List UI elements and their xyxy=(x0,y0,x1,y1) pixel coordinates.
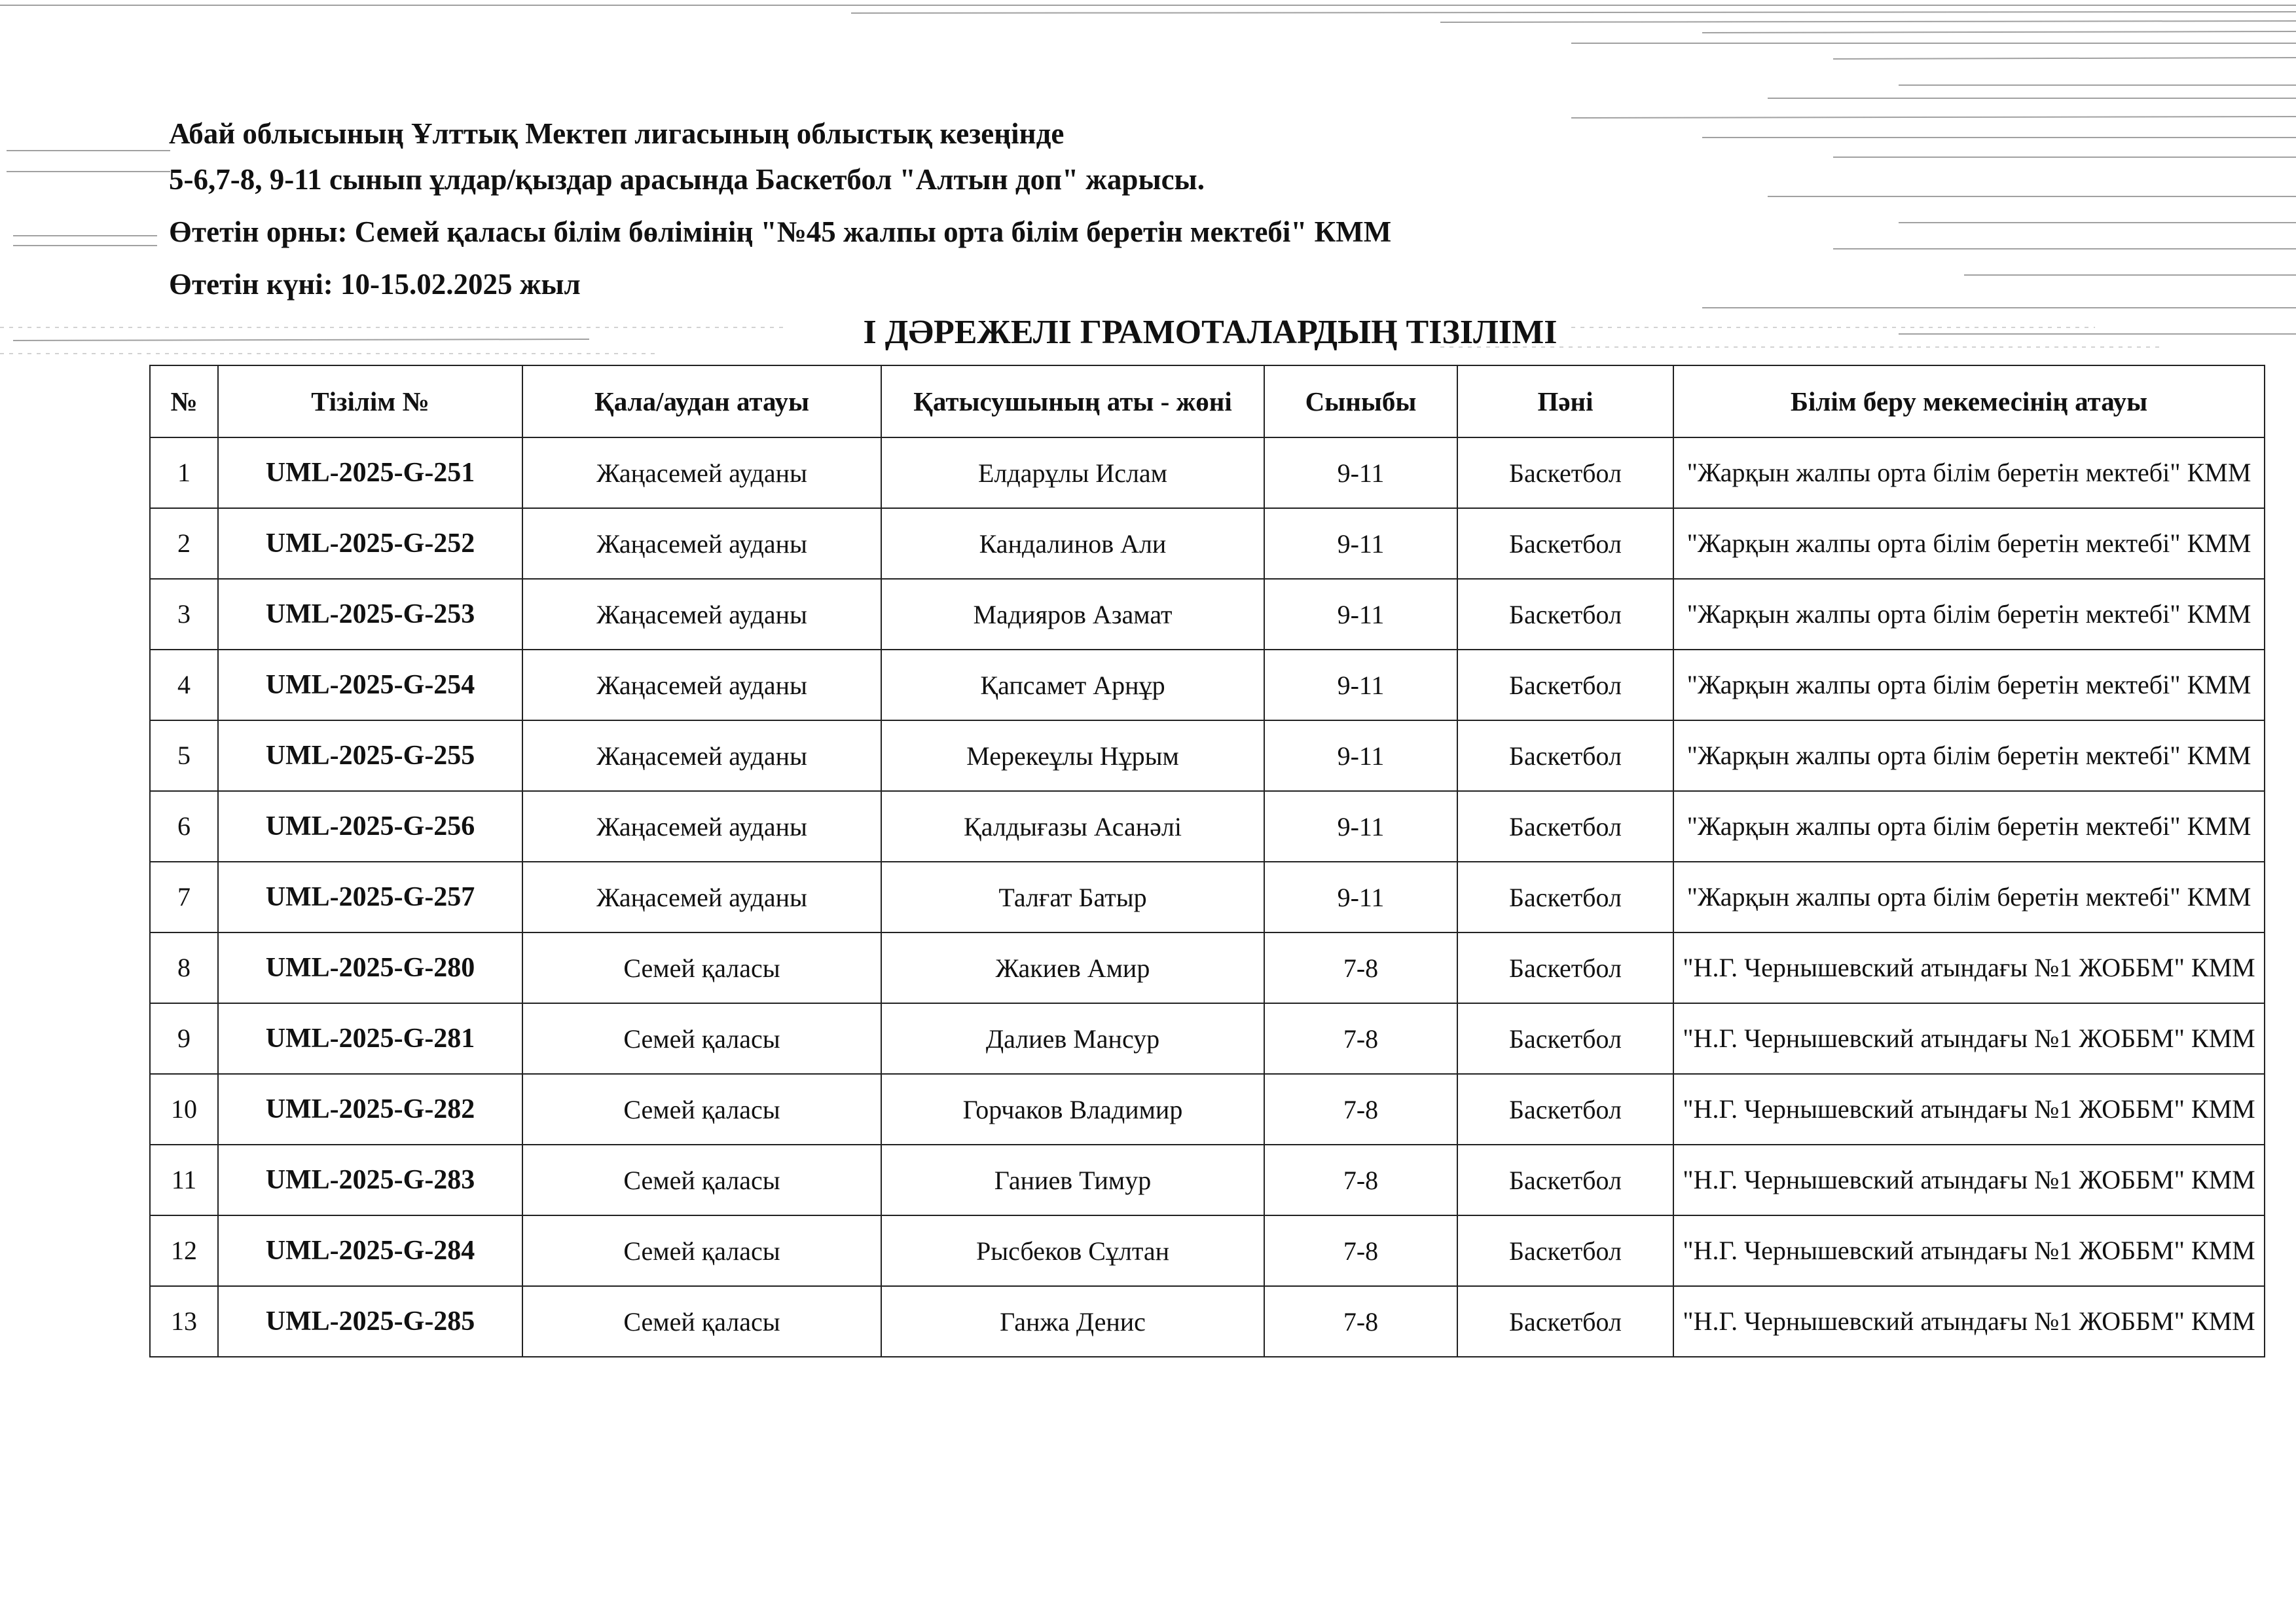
cell-number: 6 xyxy=(150,791,218,862)
cell-participant: Елдарұлы Ислам xyxy=(881,437,1264,508)
column-header-district: Қала/аудан атауы xyxy=(522,365,881,437)
header-venue: Өтетін орны: Семей қаласы білім бөлімінің "№45 жалпы орта білім беретін мектебі" КММ xyxy=(169,215,1392,248)
table-row xyxy=(150,437,2265,508)
cell-number: 3 xyxy=(150,579,218,650)
cell-registry: UML-2025-G-254 xyxy=(218,650,522,720)
table-row xyxy=(150,1215,2265,1286)
cell-grade: 9-11 xyxy=(1264,720,1457,791)
table-row xyxy=(150,1074,2265,1145)
cell-grade: 9-11 xyxy=(1264,508,1457,579)
cell-registry: UML-2025-G-283 xyxy=(218,1145,522,1215)
cell-registry: UML-2025-G-253 xyxy=(218,579,522,650)
column-header-number: № xyxy=(150,365,218,437)
cell-grade: 7-8 xyxy=(1264,1286,1457,1357)
cell-participant: Мерекеұлы Нұрым xyxy=(881,720,1264,791)
cell-subject: Баскетбол xyxy=(1457,720,1673,791)
cell-district: Жаңасемей ауданы xyxy=(522,508,881,579)
header-line-2: 5-6,7-8, 9-11 сынып ұлдар/қыздар арасында Баскетбол "Алтын доп" жарысы. xyxy=(169,163,1205,196)
header-date: Өтетін күні: 10-15.02.2025 жыл xyxy=(169,268,581,301)
cell-subject: Баскетбол xyxy=(1457,1215,1673,1286)
cell-grade: 9-11 xyxy=(1264,437,1457,508)
column-header-registry: Тізілім № xyxy=(218,365,522,437)
cell-number: 4 xyxy=(150,650,218,720)
cell-number: 1 xyxy=(150,437,218,508)
cell-number: 9 xyxy=(150,1003,218,1074)
cell-grade: 9-11 xyxy=(1264,579,1457,650)
cell-registry: UML-2025-G-280 xyxy=(218,932,522,1003)
cell-district: Семей қаласы xyxy=(522,932,881,1003)
cell-registry: UML-2025-G-281 xyxy=(218,1003,522,1074)
cell-participant: Талғат Батыр xyxy=(881,862,1264,932)
cell-registry: UML-2025-G-251 xyxy=(218,437,522,508)
cell-number: 13 xyxy=(150,1286,218,1357)
table-row xyxy=(150,1003,2265,1074)
cell-district: Семей қаласы xyxy=(522,1145,881,1215)
cell-participant: Жакиев Амир xyxy=(881,932,1264,1003)
cell-grade: 9-11 xyxy=(1264,791,1457,862)
column-header-participant: Қатысушының аты - жөні xyxy=(881,365,1264,437)
cell-participant: Ганжа Денис xyxy=(881,1286,1264,1357)
table-row xyxy=(150,862,2265,932)
cell-registry: UML-2025-G-256 xyxy=(218,791,522,862)
cell-grade: 7-8 xyxy=(1264,932,1457,1003)
cell-subject: Баскетбол xyxy=(1457,1074,1673,1145)
cell-institution: "Жарқын жалпы орта білім беретін мектебі" КММ xyxy=(1673,791,2265,862)
table-header-row xyxy=(150,365,2265,437)
cell-institution: "Жарқын жалпы орта білім беретін мектебі" КММ xyxy=(1673,650,2265,720)
cell-district: Семей қаласы xyxy=(522,1286,881,1357)
cell-participant: Қапсамет Арнұр xyxy=(881,650,1264,720)
column-header-grade: Сыныбы xyxy=(1264,365,1457,437)
table-row xyxy=(150,508,2265,579)
cell-district: Семей қаласы xyxy=(522,1074,881,1145)
cell-grade: 7-8 xyxy=(1264,1074,1457,1145)
cell-number: 7 xyxy=(150,862,218,932)
table-row xyxy=(150,1145,2265,1215)
table-row xyxy=(150,579,2265,650)
cell-district: Семей қаласы xyxy=(522,1215,881,1286)
cell-subject: Баскетбол xyxy=(1457,508,1673,579)
cell-subject: Баскетбол xyxy=(1457,791,1673,862)
cell-institution: "Жарқын жалпы орта білім беретін мектебі" КММ xyxy=(1673,437,2265,508)
cell-subject: Баскетбол xyxy=(1457,1003,1673,1074)
cell-participant: Мадияров Азамат xyxy=(881,579,1264,650)
cell-institution: "Н.Г. Чернышевский атындағы №1 ЖОББМ" КММ xyxy=(1673,1145,2265,1215)
cell-grade: 7-8 xyxy=(1264,1215,1457,1286)
cell-district: Жаңасемей ауданы xyxy=(522,579,881,650)
table-row xyxy=(150,791,2265,862)
cell-participant: Рысбеков Сұлтан xyxy=(881,1215,1264,1286)
cell-grade: 9-11 xyxy=(1264,862,1457,932)
cell-grade: 9-11 xyxy=(1264,650,1457,720)
cell-registry: UML-2025-G-257 xyxy=(218,862,522,932)
cell-participant: Қалдығазы Асанәлі xyxy=(881,791,1264,862)
certificates-table xyxy=(149,365,2265,1357)
cell-participant: Ганиев Тимур xyxy=(881,1145,1264,1215)
cell-subject: Баскетбол xyxy=(1457,1145,1673,1215)
cell-institution: "Жарқын жалпы орта білім беретін мектебі" КММ xyxy=(1673,579,2265,650)
cell-registry: UML-2025-G-252 xyxy=(218,508,522,579)
cell-registry: UML-2025-G-285 xyxy=(218,1286,522,1357)
table-row xyxy=(150,932,2265,1003)
cell-registry: UML-2025-G-255 xyxy=(218,720,522,791)
cell-number: 11 xyxy=(150,1145,218,1215)
cell-district: Жаңасемей ауданы xyxy=(522,791,881,862)
cell-institution: "Н.Г. Чернышевский атындағы №1 ЖОББМ" КММ xyxy=(1673,1215,2265,1286)
cell-district: Семей қаласы xyxy=(522,1003,881,1074)
cell-institution: "Жарқын жалпы орта білім беретін мектебі" КММ xyxy=(1673,720,2265,791)
table-row xyxy=(150,650,2265,720)
cell-district: Жаңасемей ауданы xyxy=(522,437,881,508)
cell-subject: Баскетбол xyxy=(1457,932,1673,1003)
cell-district: Жаңасемей ауданы xyxy=(522,720,881,791)
column-header-subject: Пәні xyxy=(1457,365,1673,437)
cell-institution: "Н.Г. Чернышевский атындағы №1 ЖОББМ" КММ xyxy=(1673,1074,2265,1145)
cell-district: Жаңасемей ауданы xyxy=(522,650,881,720)
cell-number: 5 xyxy=(150,720,218,791)
cell-institution: "Жарқын жалпы орта білім беретін мектебі" КММ xyxy=(1673,862,2265,932)
cell-registry: UML-2025-G-282 xyxy=(218,1074,522,1145)
cell-participant: Далиев Мансур xyxy=(881,1003,1264,1074)
table-row xyxy=(150,1286,2265,1357)
cell-institution: "Н.Г. Чернышевский атындағы №1 ЖОББМ" КММ xyxy=(1673,932,2265,1003)
cell-subject: Баскетбол xyxy=(1457,862,1673,932)
cell-subject: Баскетбол xyxy=(1457,1286,1673,1357)
cell-subject: Баскетбол xyxy=(1457,579,1673,650)
cell-participant: Горчаков Владимир xyxy=(881,1074,1264,1145)
cell-district: Жаңасемей ауданы xyxy=(522,862,881,932)
cell-institution: "Н.Г. Чернышевский атындағы №1 ЖОББМ" КММ xyxy=(1673,1286,2265,1357)
header-line-1: Абай облысының Ұлттық Мектеп лигасының облыстық кезеңінде xyxy=(169,117,1065,150)
cell-subject: Баскетбол xyxy=(1457,650,1673,720)
cell-institution: "Жарқын жалпы орта білім беретін мектебі" КММ xyxy=(1673,508,2265,579)
table-row xyxy=(150,720,2265,791)
cell-number: 10 xyxy=(150,1074,218,1145)
cell-participant: Кандалинов Али xyxy=(881,508,1264,579)
cell-grade: 7-8 xyxy=(1264,1145,1457,1215)
cell-number: 2 xyxy=(150,508,218,579)
cell-grade: 7-8 xyxy=(1264,1003,1457,1074)
cell-subject: Баскетбол xyxy=(1457,437,1673,508)
cell-registry: UML-2025-G-284 xyxy=(218,1215,522,1286)
cell-number: 8 xyxy=(150,932,218,1003)
list-title: І ДӘРЕЖЕЛІ ГРАМОТАЛАРДЫҢ ТІЗІЛІМІ xyxy=(863,314,1558,351)
column-header-institution: Білім беру мекемесінің атауы xyxy=(1673,365,2265,437)
cell-institution: "Н.Г. Чернышевский атындағы №1 ЖОББМ" КММ xyxy=(1673,1003,2265,1074)
cell-number: 12 xyxy=(150,1215,218,1286)
